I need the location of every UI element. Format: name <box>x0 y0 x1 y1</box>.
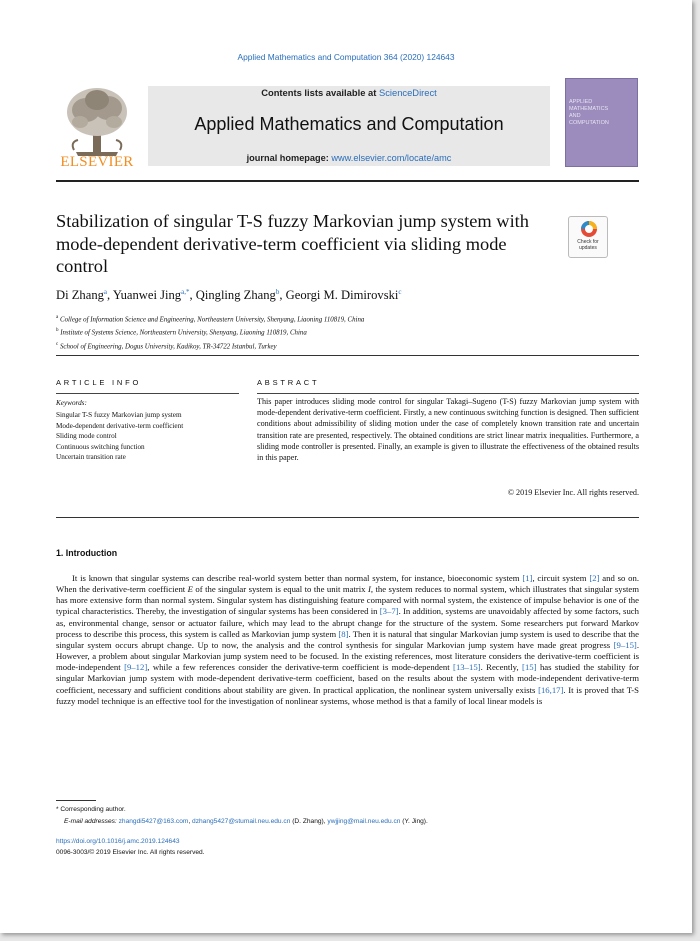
email-link[interactable]: ywjjing@mail.neu.edu.cn <box>327 817 401 825</box>
intro-text: , while a few references consider the derivative-term coefficient is mode-dependent <box>147 662 454 673</box>
intro-text: , circuit system <box>532 573 590 583</box>
intro-text: . Recently, <box>480 662 523 673</box>
citation-link[interactable]: [2] <box>589 573 600 583</box>
check-for-updates-label: Check for updates <box>577 239 599 251</box>
citation-link[interactable]: [15] <box>522 662 537 673</box>
journal-cover-text: APPLIED MATHEMATICS AND COMPUTATION <box>569 99 609 126</box>
keyword: Continuous switching function <box>56 442 145 451</box>
author[interactable]: Georgi M. Dimirovski$^c$ <box>285 288 402 303</box>
affiliation-list <box>56 312 636 352</box>
email-link[interactable]: dzhang5427@stumail.neu.edu.cn <box>192 817 291 825</box>
math-symbol: E <box>187 584 193 595</box>
intro-text: has studied the stability for singular Markovian jump system with mode-dependent derivative-term coefficient, based on the results about the system with mode-independent derivative-term coefficient, necessary and sufficient conditions about stability are given. In practical application, the nonlinear system universally exists <box>56 662 639 695</box>
intro-text: . Then it is natural that singular Markovian jump system is used to describe that the singular system occurs abrupt change. Up to now, the analysis and the control synthesis for singular Markovian jump system have made great progress <box>56 628 639 650</box>
abstract-copyright: © 2019 Elsevier Inc. All rights reserved. <box>507 488 639 497</box>
intro-text: and so on. When the derivative-term coefficient <box>56 573 639 595</box>
citation-link[interactable]: [9–15] <box>613 639 637 650</box>
journal-reference[interactable]: Applied Mathematics and Computation 364 (2020) 124643 <box>237 52 455 62</box>
keyword: Sliding mode control <box>56 432 117 440</box>
keyword: Singular T-S fuzzy Markovian jump system <box>56 411 182 419</box>
elsevier-wordmark: ELSEVIER <box>60 154 134 170</box>
keyword: Uncertain transition rate <box>56 453 126 461</box>
check-for-updates-button[interactable] <box>568 216 608 258</box>
journal-title: Applied Mathematics and Computation <box>194 114 504 134</box>
footnotes <box>56 804 636 827</box>
author[interactable]: Qingling Zhang$^b$ <box>195 288 280 303</box>
introduction-paragraph <box>56 573 639 707</box>
keyword-list <box>56 410 246 463</box>
journal-homepage: journal homepage: www.elsevier.com/locate/amc <box>246 153 452 163</box>
intro-text: . In addition, systems are unavoidably affected by some factors, such as, environmental change, sensor or actuator failure, which may lead to the abrupt change for the structure of the system. Some researchers put forward Markov process to describe this process, this system is called as Markovian jump system <box>56 606 639 639</box>
citation-link[interactable]: [1] <box>522 573 533 583</box>
intro-text: , the system reduces to normal system, which illustrates that singular system has more extensive form than normal system. Singular system has distinguishing feature compared with normal system, the existence of impulse behavior is one of the typical characteristics. Thereby, the investigation of singular systems has been considered in <box>56 584 639 617</box>
intro-text: . It is proved that T-S fuzzy model technique is an effective tool for the investigation of nonlinear systems, whose method is that a family of local linear models is <box>56 684 640 706</box>
sciencedirect-link[interactable]: ScienceDirect <box>378 87 437 98</box>
article-info-heading: ARTICLE INFO <box>56 378 142 387</box>
author[interactable]: Yuanwei Jing$^{a,*}$ <box>112 288 190 303</box>
keywords-label: Keywords: <box>56 399 87 407</box>
affiliation: $^a$ College of Information Science and Engineering, Northeastern University, Shenyang, Liaoning 110819, China <box>56 315 365 324</box>
corresponding-author-note: * Corresponding author. <box>56 806 126 813</box>
citation-link[interactable]: [13–15] <box>453 662 481 673</box>
intro-text: . However, a problem about singular Markovian jump system need to be focused. In the existing references, most literature considers the derivative-term coefficient is mode-independent <box>56 639 639 673</box>
citation-link[interactable]: [8] <box>338 628 349 639</box>
section-heading-introduction: 1. Introduction <box>56 548 118 558</box>
affiliation-rule <box>56 355 639 356</box>
email-link[interactable]: zhangdi5427@163.com <box>118 817 189 825</box>
doi-link[interactable]: https://doi.org/10.1016/j.amc.2019.124643 <box>56 838 180 845</box>
abstract-rule <box>257 393 639 394</box>
citation-link[interactable]: [3–7] <box>379 606 399 617</box>
header-rule <box>56 180 639 182</box>
email-note: E-mail addresses: zhangdi5427@163.com, dzhang5427@stumail.neu.edu.cn (D. Zhang), ywjjing@mail.neu.edu.cn (Y. Jing). <box>64 817 428 825</box>
article-title: Stabilization of singular T-S fuzzy Markovian jump system with mode-dependent derivative-term coefficient via sliding mode control <box>56 211 529 276</box>
homepage-link[interactable]: www.elsevier.com/locate/amc <box>331 153 452 163</box>
math-symbol: I <box>367 584 371 595</box>
intro-text: It is known that singular systems can describe real-world system better than normal system, for instance, bioeconomic system <box>72 573 523 583</box>
contents-line: Contents lists available at ScienceDirect <box>261 87 437 98</box>
citation-link[interactable]: [9–12] <box>124 662 148 673</box>
footnote-rule <box>56 800 96 801</box>
affiliation: $^b$ Institute of Systems Science, Northeastern University, Shenyang, Liaoning 110819, China <box>56 328 307 337</box>
abstract-heading: ABSTRACT <box>257 378 320 387</box>
article-info-rule <box>56 393 239 394</box>
affiliation: $^c$ School of Engineering, Dogus University, Kadikoy, TR-34722 Istanbul, Turkey <box>56 341 277 350</box>
keyword: Mode-dependent derivative-term coefficient <box>56 421 184 430</box>
issn-copyright: 0096-3003/© 2019 Elsevier Inc. All rights reserved. <box>56 849 205 856</box>
abstract-end-rule <box>56 517 639 518</box>
author[interactable]: Di Zhang$^a$ <box>56 288 108 303</box>
abstract-text: This paper introduces sliding mode control for singular Takagi–Sugeno (T-S) fuzzy Markovian jump system with mode-dependent derivative-term coefficient. Firstly, a new continuous switching function is designed. Then sufficient conditions about admissibility of sliding motion under the case of completely known transition rate and uncertain transition rate are presented, respectively. The obtained conditions are strict linear matrix inequalities. Furthermore, a sliding mode controller is presented. Finally, an example is given to illustrate the effectiveness of the obtained results in this paper. <box>257 397 639 463</box>
citation-link[interactable]: [16,17] <box>538 684 564 695</box>
author-list: Di Zhang$^a$, Yuanwei Jing$^{a,*}$, Qingling Zhang$^b$, Georgi M. Dimirovski$^c$ <box>56 288 402 303</box>
intro-text: of the singular system is equal to the unit matrix <box>192 584 368 595</box>
